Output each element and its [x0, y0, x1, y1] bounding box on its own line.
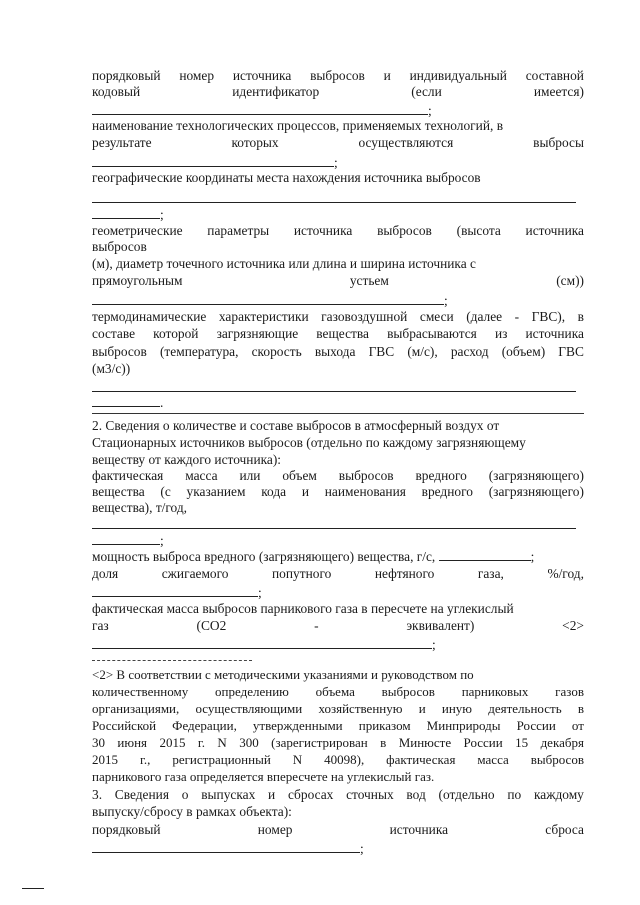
word: газов [555, 684, 584, 699]
word: России [516, 718, 556, 733]
footnote-line-7: парникового газа определяется впересчете на углекислый газ. [92, 769, 435, 784]
word: (зарегистрирован [271, 735, 368, 750]
ghg-line-1: фактическая масса выбросов парникового газа в пересчете на углекислый [92, 601, 514, 616]
discharge-fill-line: ; [92, 840, 584, 857]
word: выбрасываются [387, 326, 477, 341]
word: источника [525, 223, 584, 238]
blank-field [92, 102, 428, 115]
word: 300 [239, 735, 259, 750]
mass-fill-rule [92, 528, 576, 529]
word: N [292, 752, 303, 767]
word: индивидуальный [409, 68, 507, 83]
word: (температура, [159, 344, 239, 359]
word: кода [261, 484, 287, 499]
word: (м/с), [407, 344, 438, 359]
word: составной [525, 68, 584, 83]
geometry-line-4 [92, 273, 584, 289]
word: источника [525, 326, 584, 341]
word: Сведения [114, 787, 169, 802]
word: N [217, 735, 227, 750]
thermo-line-4: (м3/с)) [92, 361, 131, 376]
word: количественному [92, 684, 189, 699]
footnote-separator [92, 660, 252, 661]
source-number-line-2 [92, 84, 584, 100]
word: выхода [314, 344, 356, 359]
word: регистрационный [172, 752, 271, 767]
section2-mass-line-1 [92, 468, 584, 484]
section2-mass-line-3: вещества), т/год, [92, 500, 188, 515]
word: источника [232, 68, 292, 83]
word: газовоздушной [321, 309, 408, 324]
word: осуществляющими [195, 701, 303, 716]
word: парниковых [461, 684, 529, 699]
source-number-fill-line: ; [92, 102, 584, 119]
section2-heading-line-1: 2. Сведения о количестве и составе выбросов в атмосферный воздух от [92, 418, 500, 433]
word: г., [139, 752, 151, 767]
word: 40098), [324, 752, 365, 767]
word: объем [282, 468, 317, 483]
word: деятельность [488, 701, 562, 716]
word: (высота [456, 223, 501, 238]
ghg-fill-line: ; [92, 636, 584, 653]
word: эквивалент) [406, 618, 475, 633]
word: приказом [358, 718, 411, 733]
section3-heading-line-2: выпуску/сбросу в рамках объекта): [92, 804, 292, 819]
word: по [507, 787, 522, 802]
word: наименования [324, 484, 406, 499]
word: выбросов [92, 344, 147, 359]
footnote-line-5 [92, 735, 584, 751]
word: которых [231, 135, 279, 150]
blank-field [92, 394, 160, 407]
word: Федерации, [172, 718, 237, 733]
ghg-line-2 [92, 618, 584, 634]
word: (СО2 [196, 618, 227, 633]
word: из [494, 326, 508, 341]
word: выбросы [533, 135, 584, 150]
discharge-number-line [92, 822, 584, 838]
word: загрязняющие [216, 326, 299, 341]
word: Минюсте [398, 735, 452, 750]
word: термодинамические [92, 309, 207, 324]
word: хозяйственную [318, 701, 403, 716]
word: выбросов [381, 684, 435, 699]
word: указанием [186, 484, 246, 499]
word: порядковый [92, 822, 161, 837]
word: скорость [251, 344, 302, 359]
word: и [268, 787, 276, 802]
word: России [463, 735, 503, 750]
word: определению [215, 684, 289, 699]
word: и [383, 68, 391, 83]
source-number-line-1 [92, 68, 584, 84]
word: в [577, 701, 584, 716]
word: (загрязняющего) [488, 484, 584, 499]
word: (далее [466, 309, 503, 324]
word: вредного [415, 468, 467, 483]
process-line-1: наименование технологических процессов, применяемых технологий, в [92, 118, 504, 133]
word: (объем) [501, 344, 546, 359]
word: 3. [92, 787, 103, 802]
word: ГВС), [531, 309, 566, 324]
footnote-line-6 [92, 752, 584, 768]
thermo-fill-line: . [92, 394, 584, 411]
word: сброса [545, 822, 584, 837]
word: июня [117, 735, 148, 750]
word: и [418, 701, 426, 716]
word: Российской [92, 718, 157, 733]
footnote-line-2 [92, 684, 584, 700]
word: устьем [349, 273, 389, 288]
word: - [314, 618, 319, 633]
word: вредного [421, 484, 473, 499]
process-line-2 [92, 135, 584, 151]
word: масса [185, 468, 218, 483]
word: доля [92, 566, 119, 581]
geo-fill-rule [92, 202, 576, 203]
word: иную [441, 701, 473, 716]
word: выбросов [310, 68, 365, 83]
word: результате [92, 135, 152, 150]
gas-share-fill-line: ; [92, 584, 584, 601]
emission-power-line: мощность выброса вредного (загрязняющего) вещества, г/с, ; [92, 549, 535, 564]
process-fill-line: ; [92, 154, 584, 171]
word: (отдельно [438, 787, 495, 802]
word: масса [477, 752, 509, 767]
word: вод [406, 787, 426, 802]
thermo-line-1 [92, 309, 584, 325]
section-separator [92, 413, 584, 414]
word: в [380, 735, 387, 750]
word: осуществляются [358, 135, 454, 150]
word: 2015 [159, 735, 186, 750]
word: выбросов [530, 752, 584, 767]
blank-field [92, 636, 432, 649]
word: Минприроды [426, 718, 501, 733]
word: выпусках [201, 787, 256, 802]
word: о [181, 787, 189, 802]
page-corner-mark [22, 888, 44, 889]
word: имеется) [533, 84, 584, 99]
word: утвержденными [252, 718, 343, 733]
word: объема [315, 684, 355, 699]
word: прямоугольным [92, 273, 183, 288]
blank-field [439, 548, 531, 561]
word: <2> [562, 618, 584, 633]
word: 30 [92, 735, 105, 750]
section2-heading-line-2: Стационарных источников выбросов (отдельно по каждому загрязняющему [92, 435, 526, 450]
word: характеристики [218, 309, 309, 324]
word: или [239, 468, 261, 483]
geometry-line-1 [92, 223, 584, 239]
word: номер [179, 68, 215, 83]
word: (см)) [556, 273, 584, 288]
word: ГВС [558, 344, 584, 359]
blank-field [92, 532, 160, 545]
word: г. [197, 735, 205, 750]
section3-heading-line-1 [92, 787, 584, 803]
thermo-line-2 [92, 326, 584, 342]
word: декабря [540, 735, 584, 750]
word: %/год, [547, 566, 584, 581]
mass-fill-line: ; [92, 532, 584, 549]
word: газа, [477, 566, 504, 581]
blank-field [92, 292, 444, 305]
word: вещества [316, 326, 369, 341]
word: (загрязняющего) [488, 468, 584, 483]
blank-field [92, 154, 334, 167]
word: в [577, 309, 584, 324]
word: попутного [272, 566, 332, 581]
thermo-fill-rule [92, 391, 576, 392]
geo-line-1: географические координаты места нахождения источника выбросов [92, 170, 481, 185]
word: кодовый [92, 84, 141, 99]
word: расход [450, 344, 489, 359]
word: и [301, 484, 310, 499]
word: источника [293, 223, 353, 238]
word: 15 [515, 735, 529, 750]
word: порядковый [92, 68, 161, 83]
word: 2015 [92, 752, 118, 767]
word: вещества [92, 484, 145, 499]
word: смеси [419, 309, 454, 324]
section2-heading-line-3: веществу от каждого источника): [92, 452, 282, 467]
gas-share-line [92, 566, 584, 582]
word: сточных [346, 787, 394, 802]
word: каждому [533, 787, 584, 802]
word: параметры [207, 223, 270, 238]
thermo-line-3 [92, 344, 584, 360]
word: идентификатор [232, 84, 320, 99]
word: фактическая [386, 752, 456, 767]
word: фактическая [92, 468, 164, 483]
footnote-line-4 [92, 718, 584, 734]
word: ГВС [368, 344, 395, 359]
geometry-line-2: выбросов [92, 239, 147, 254]
blank-field [92, 840, 360, 853]
word: которой [153, 326, 199, 341]
blank-field [92, 584, 258, 597]
word: организациями, [92, 701, 180, 716]
section2-mass-line-2 [92, 484, 584, 500]
footnote-line-3 [92, 701, 584, 717]
word: сбросах [287, 787, 334, 802]
geo-fill-line: ; [92, 206, 584, 223]
geometry-line-3: (м), диаметр точечного источника или длина и ширина источника с [92, 256, 476, 271]
blank-field [92, 206, 160, 219]
word: источника [389, 822, 449, 837]
word: выбросов [338, 468, 394, 483]
footnote-line-1: <2> В соответствии с методическими указаниями и руководством по [92, 667, 474, 682]
word: составе [92, 326, 136, 341]
word: геометрические [92, 223, 183, 238]
word: сжигаемого [161, 566, 229, 581]
word: от [571, 718, 584, 733]
word: номер [257, 822, 293, 837]
word: выбросов [377, 223, 432, 238]
word: (с [160, 484, 171, 499]
geometry-fill-line: ; [92, 292, 584, 309]
word: (если [411, 84, 442, 99]
word: - [514, 309, 520, 324]
word: нефтяного [374, 566, 435, 581]
word: газ [92, 618, 109, 633]
